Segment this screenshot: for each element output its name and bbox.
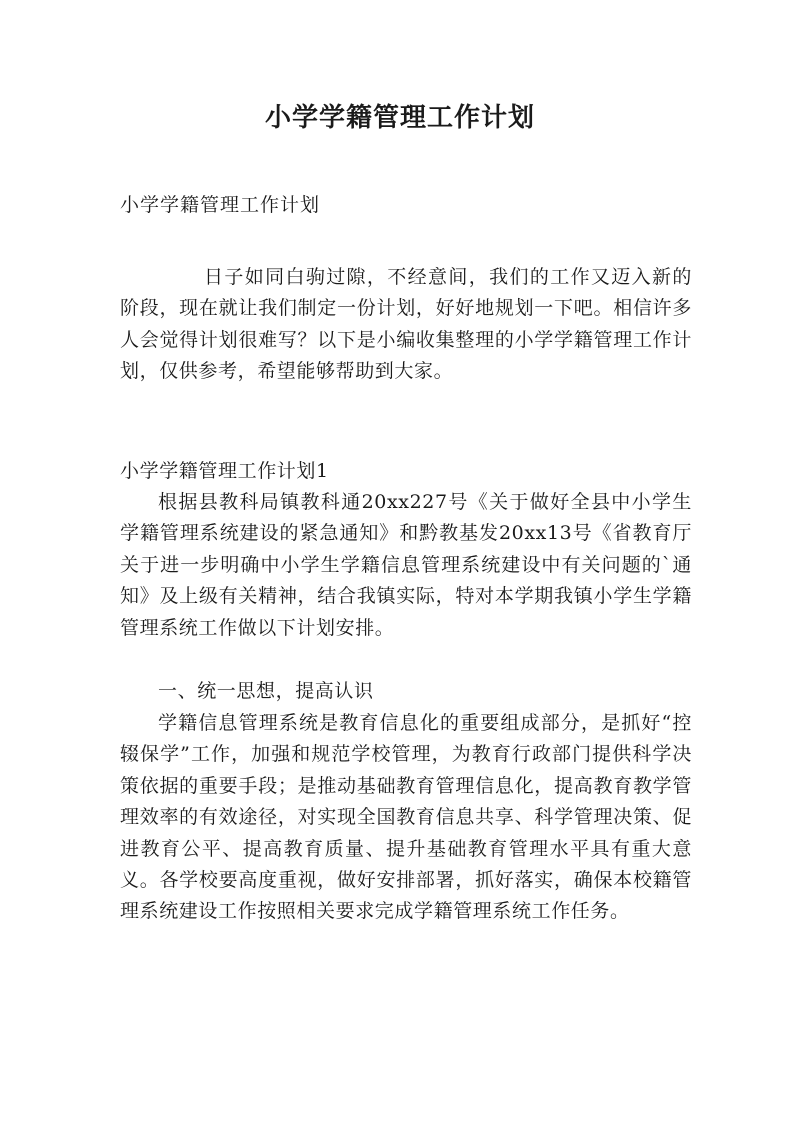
subheading: 一、统一思想，提高认识 <box>158 680 374 702</box>
subheading-body-paragraph: 学籍信息管理系统是教育信息化的重要组成部分，是抓好“控辍保学”工作，加强和规范学校管理，为教育行政部门提供科学决策依据的重要手段；是推动基础教育管理信息化，提高教育教学管理效率的有效途径，对实现全国教育信息共享、科学管理决策、促进教育公平、提高教育质量、提升基础教育管理水平具有重大意义。各学校要高度重视，做好安排部署，抓好落实，确保本校籍管理系统建设工作按照相关要求完成学籍管理系统工作任务。 <box>120 712 692 923</box>
section-body-paragraph: 根据县教科局镇教科通20xx227号《关于做好全县中小学生学籍管理系统建设的紧急通知》和黔教基发20xx13号《省教育厅关于进一步明确中小学生学籍信息管理系统建设中有关问题的`通知》及上级有关精神，结合我镇实际，特对本学期我镇小学生学籍管理系统工作做以下计划安排。 <box>120 491 692 639</box>
section-title: 小学学籍管理工作计划1 <box>120 460 329 482</box>
document-subtitle: 小学学籍管理工作计划 <box>120 194 321 216</box>
intro-paragraph: 日子如同白驹过隙，不经意间，我们的工作又迈入新的阶段，现在就让我们制定一份计划，好好地规划一下吧。相信许多人会觉得计划很难写？以下是小编收集整理的小学学籍管理工作计划，仅供参考，希望能够帮助到大家。 <box>120 266 692 383</box>
document-title: 小学学籍管理工作计划 <box>264 103 535 133</box>
